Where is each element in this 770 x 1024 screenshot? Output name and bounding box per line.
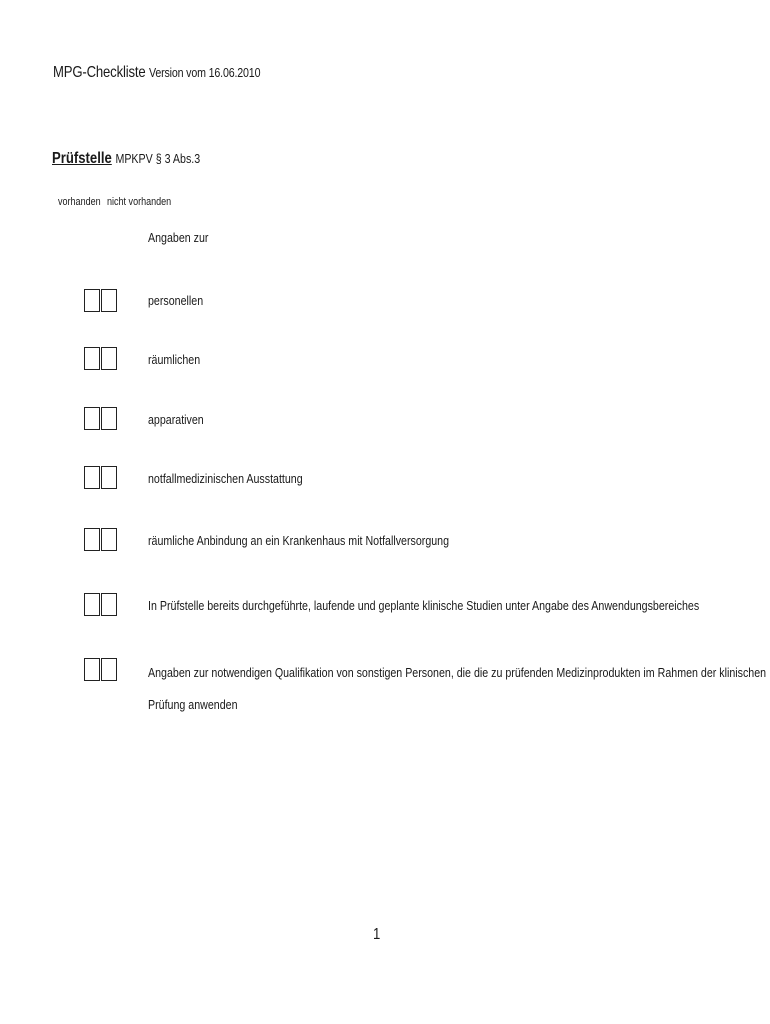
column-header-present: vorhanden: [58, 196, 101, 208]
section-title: Prüfstelle: [52, 150, 112, 167]
item-label: räumlichen: [148, 352, 201, 367]
item-label: notfallmedizinischen Ausstattung: [148, 471, 303, 486]
item-label: Angaben zur notwendigen Qualifikation von sonstigen Personen, die die zu prüfenden Medizinprodukten im Rahmen der klinischen: [148, 665, 767, 680]
document-title: [53, 64, 260, 82]
checkbox-present[interactable]: [84, 289, 100, 312]
checkbox-absent[interactable]: [101, 407, 117, 430]
column-header-absent: nicht vorhanden: [107, 196, 172, 208]
section-heading: [52, 150, 200, 168]
checkbox-absent[interactable]: [101, 658, 117, 681]
intro-label: Angaben zur: [148, 230, 209, 245]
section-reference: MPKPV § 3 Abs.3: [115, 151, 201, 166]
checkbox-absent[interactable]: [101, 593, 117, 616]
item-label: In Prüfstelle bereits durchgeführte, laufende und geplante klinische Studien unter Angabe des Anwendungsbereiches: [148, 598, 700, 613]
page-number: 1: [373, 926, 381, 943]
version-text: Version vom 16.06.2010: [148, 65, 261, 80]
item-label-continued: Prüfung anwenden: [148, 697, 238, 712]
checkbox-absent[interactable]: [101, 466, 117, 489]
checkbox-absent[interactable]: [101, 289, 117, 312]
item-label: apparativen: [148, 412, 204, 427]
item-label: räumliche Anbindung an ein Krankenhaus mit Notfallversorgung: [148, 533, 450, 548]
checkbox-present[interactable]: [84, 347, 100, 370]
checkbox-absent[interactable]: [101, 528, 117, 551]
checkbox-present[interactable]: [84, 528, 100, 551]
checkbox-present[interactable]: [84, 407, 100, 430]
checkbox-present[interactable]: [84, 466, 100, 489]
checkbox-present[interactable]: [84, 593, 100, 616]
item-label: personellen: [148, 293, 204, 308]
checkbox-present[interactable]: [84, 658, 100, 681]
title-text: MPG-Checkliste: [53, 64, 146, 81]
checkbox-absent[interactable]: [101, 347, 117, 370]
